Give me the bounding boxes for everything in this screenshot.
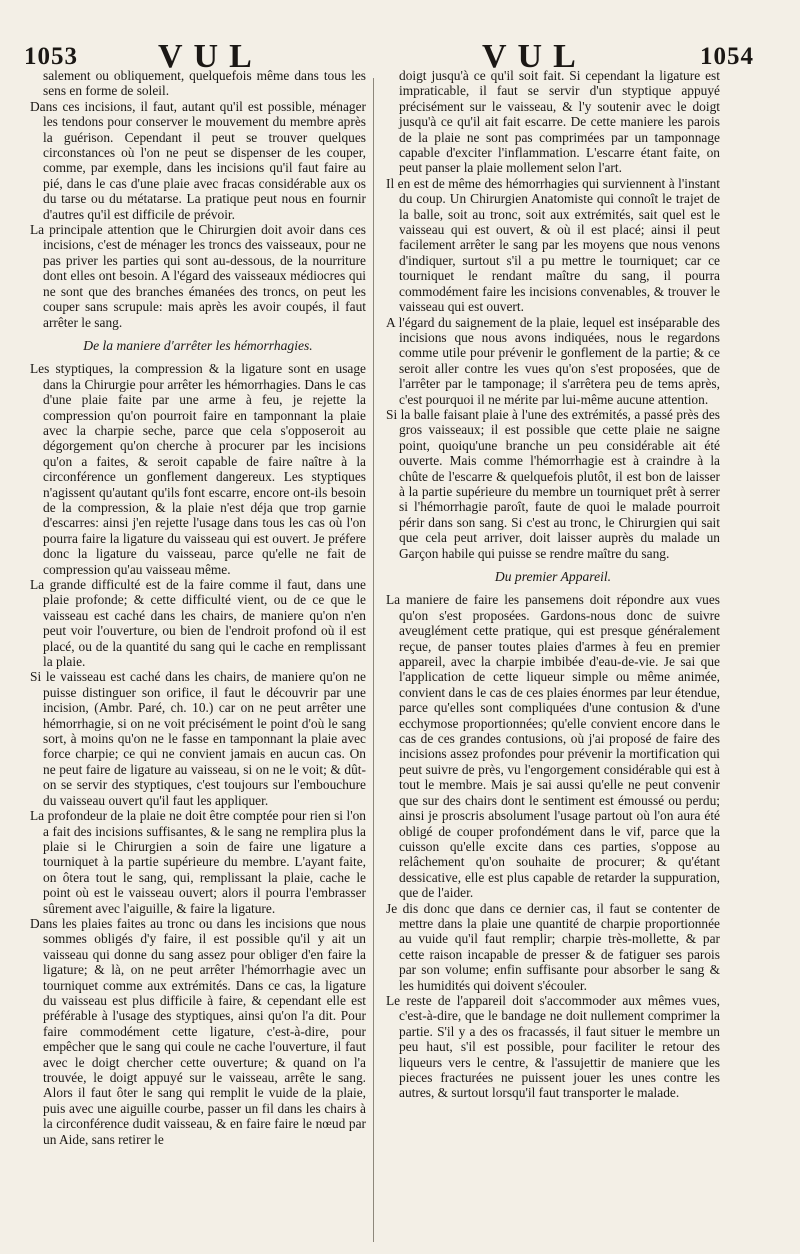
section-heading: Du premier Appareil. xyxy=(494,569,612,584)
paragraph: La principale attention que le Chirurgien doit avoir dans ces incisions, c'est de ménager les troncs des vaisseaux, pour ne pas priver les parties qui sont au-dessous, de la nourriture dont elles ont besoin. A l'égard des vaisseaux médiocres qui ne sont que des branches émanées des troncs, on peut les couper sans scrupule: mais après les avoir coupés, il faut arrêter le sang. xyxy=(30,222,366,330)
paragraph: salement ou obliquement, quelquefois même dans tous les sens en forme de soleil. xyxy=(43,68,366,99)
paragraph: Dans les plaies faites au tronc ou dans les incisions que nous sommes obligés d'y faire, il est possible qu'il y ait un vaisseau qui donne du sang assez pour obliger d'en faire la ligature; & là, on ne peut arrêter l'hémorrhagie avec un tourniquet comme aux extrémités. Dans ce cas, la ligature du vaisseau est plus difficile à faire, & cependant elle est préférable à l'usage des styptiques, ainsi qu'on l'a dit. Pour faire commodément cette ligature, c'est-à-dire, pour empêcher que le sang qui coule ne cache l'ouverture, il faut avec le doigt chercher cette ouverture; & quand on l'a trouvée, le doigt appuyé sur le vaisseau, arrête le sang. Alors il faut ôter le sang qui remplit le vuide de la plaie, puis avec une aiguille courbe, passer un fil dans les chairs à la circonférence dudit vaisseau, & en faire faire le nœud par un Aide, sans retirer le xyxy=(30,915,366,1147)
paragraph: Dans ces incisions, il faut, autant qu'il est possible, ménager les tendons pour conserver le mouvement du membre après la guérison. Cependant il peut se trouver quelques circonstances où l'on ne peut se dispenser de les couper, comme, par exemple, dans les incisions qu'il faut faire au pié, dans le cas d'une plaie avec fracas considérable aux os du tarse ou du métatarse. La pratique peut nous en fournir d'autres qu'il est difficile de prévoir. xyxy=(30,98,366,222)
paragraph: Il en est de même des hémorrhagies qui surviennent à l'instant du coup. Un Chirurgien Anatomiste qui connoît le trajet de la balle, soit au tronc, soit aux extrémités, sait quel est le vaisseau qui est ouvert, & où il est placé; ainsi il peut facilement arrêter le sang par les moyens que nous venons d'indiquer, surtout s'il a pu mettre le tourniquet; car ce tourniquet le rendant maître du sang, il pourra commodément faire les incisions convenables, & trouver le vaisseau qui est ouvert. xyxy=(386,175,720,315)
running-head-right: VUL xyxy=(482,38,587,75)
running-head-left: VUL xyxy=(158,38,263,75)
paragraph: Les styptiques, la compression & la ligature sont en usage dans la Chirurgie pour arrêter les hémorrhagies. Dans le cas d'une plaie faite par une arme à feu, je rejette la compression qu'on pourroit faire en tamponnant la plaie avec la charpie seche, parce que cela s'opposeroit au dégorgement qu'on cherche à procurer par les incisions qu'on a faites, & seroit capable de faire naître à la circonférence un gonflement dangereux. Les styptiques n'agissent qu'autant qu'ils font escarre, encore ont-ils besoin de la compression, & la plaie n'est déja que trop garnie d'escarres: ainsi j'en rejette l'usage dans tous les cas où l'on pourra faire la ligature du vaisseau qui est ouvert. Je préfere donc la ligature du vaisseau, parce qu'elle ne fait de compression qu'au vaisseau même. xyxy=(30,361,366,577)
column-divider xyxy=(373,78,374,1242)
paragraph: Le reste de l'appareil doit s'accommoder aux mêmes vues, c'est-à-dire, que le bandage ne doit nullement comprimer la partie. S'il y a des os fracassés, il faut situer le membre un peu haut, s'il est possible, pour faciliter le retour des liqueurs vers le centre, & l'assujettir de maniere que les pieces fracturées ne puissent jouer les unes contre les autres, & surtout lorsqu'il faut transporter le malade. xyxy=(386,992,720,1101)
left-column xyxy=(30,68,366,1147)
paragraph: A l'égard du saignement de la plaie, lequel est inséparable des incisions que nous avons indiquées, nous le regardons comme utile pour prévenir le gonflement de la partie; & ce seroit aller contre les vues qu'on s'est proposées, que de l'arrêter par le tamponage; il s'arrêtera peu de tems après, c'est pourquoi il ne mérite par lui-même aucune attention. xyxy=(386,314,720,407)
paragraph: La maniere de faire les pansemens doit répondre aux vues qu'on s'est proposées. Gardons-nous donc de suivre aveuglément cette pratique, qui est presque généralement reçue, de panser toutes plaies d'armes à feu en premier appareil, avec la charpie imbibée d'eau-de-vie. Je sai que l'application de cette liqueur simple ou même animée, convient dans le cas de ces plaies énormes par leur étendue, parce qu'elles sont compliquées d'une contusion & d'une ecchymose proportionnées; qu'elle convient encore dans le cas de ces grandes contusions, où j'ai proposé de faire des incisions assez profondes pour prévenir la mortification qui peut suivre de près, vu l'engorgement considérable qui est à tout le membre. Mais je sai aussi qu'elle ne peut convenir que sur des chairs dont le sentiment est émoussé ou perdu; ainsi je proscris absolument l'usage partout où l'on aura été obligé de couper profondément dans le vif, parce que la cuisson qu'elle excite dans ces parties, s'oppose au relâchement qu'on souhaite de procurer; & qu'étant dessicative, elle est plus capable de retarder la suppuration, que de l'aider. xyxy=(386,592,720,901)
right-column xyxy=(386,68,720,1101)
paragraph: La profondeur de la plaie ne doit être comptée pour rien si l'on a fait des incisions suffisantes, & le sang ne remplira plus la plaie si le Chirurgien a soin de faire une ligature a tourniquet à la partie supérieure du membre. L'ayant faite, on ôtera tout le sang, qui, remplissant la plaie, cache le point où est le vaisseau ouvert; alors il pourra l'embrasser sûrement avec l'aiguille, & faire la ligature. xyxy=(30,808,366,916)
page-number-left: 1053 xyxy=(24,43,78,70)
section-heading: De la maniere d'arrêter les hémorrhagies. xyxy=(83,337,313,353)
paragraph: doigt jusqu'à ce qu'il soit fait. Si cependant la ligature est impraticable, il faut se servir d'un styptique appuyé précisément sur le vaisseau, & l'y soutenir avec le doigt jusqu'à ce qu'il ait fait escarre. De cette maniere les parois de la plaie ne sont pas comprimées par un tamponnage capable d'exciter l'inflammation. L'escarre étant faite, on peut panser la plaie mollement selon l'art. xyxy=(399,68,720,176)
page-number-right: 1054 xyxy=(700,43,754,70)
paragraph: La grande difficulté est de la faire comme il faut, dans une plaie profonde; & cette difficulté vient, ou de ce que le vaisseau est caché dans les chairs, de maniere qu'on n'en peut voir l'ouverture, ou bien de l'endroit profond où il est placé, ou de la quantité du sang qui le cache en remplissant la plaie. xyxy=(30,577,366,670)
paragraph: Je dis donc que dans ce dernier cas, il faut se contenter de mettre dans la plaie une quantité de charpie proportionnée au vuide qu'il faut remplir; charpie très-mollette, & par cette raison incapable de presser & de fatiguer ses parois par son volume; enfin suffisante pour absorber le sang & les humidités qui doivent s'écouler. xyxy=(386,900,720,993)
paragraph: Si la balle faisant plaie à l'une des extrémités, a passé près des gros vaisseaux; il est possible que cette plaie ne saigne point, quoiqu'une branche un peu considérable ait été ouverte. Mais comme l'hémorrhagie est à craindre à la chûte de l'escarre & quelquefois plutôt, il est bon de laisser à la partie supérieure du membre un tourniquet prêt à serrer si l'hémorrhagie paroît, faute de quoi le malade pourroit périr dans son sang. Si c'est au tronc, le Chirurgien qui sait que cela peut arriver, doit laisser auprès du malade un Garçon habile qui puisse se rendre maître du sang. xyxy=(386,406,720,561)
paragraph: Si le vaisseau est caché dans les chairs, de maniere qu'on ne puisse distinguer son orifice, il faut le découvrir par une incision, (Ambr. Paré, ch. 10.) car on ne peut arrêter une hémorrhagie, si on ne voit précisément le point d'où le sang sort, à moins qu'on ne le fasse en tamponnant la plaie avec force charpie; ce qui ne convient jamais en aucun cas. On ne peut faire de ligature au vaisseau, si on ne le voit; & dût-on se servir des styptiques, c'est toujours sur l'embouchure du vaisseau ouvert qu'il faut les appliquer. xyxy=(30,669,366,808)
